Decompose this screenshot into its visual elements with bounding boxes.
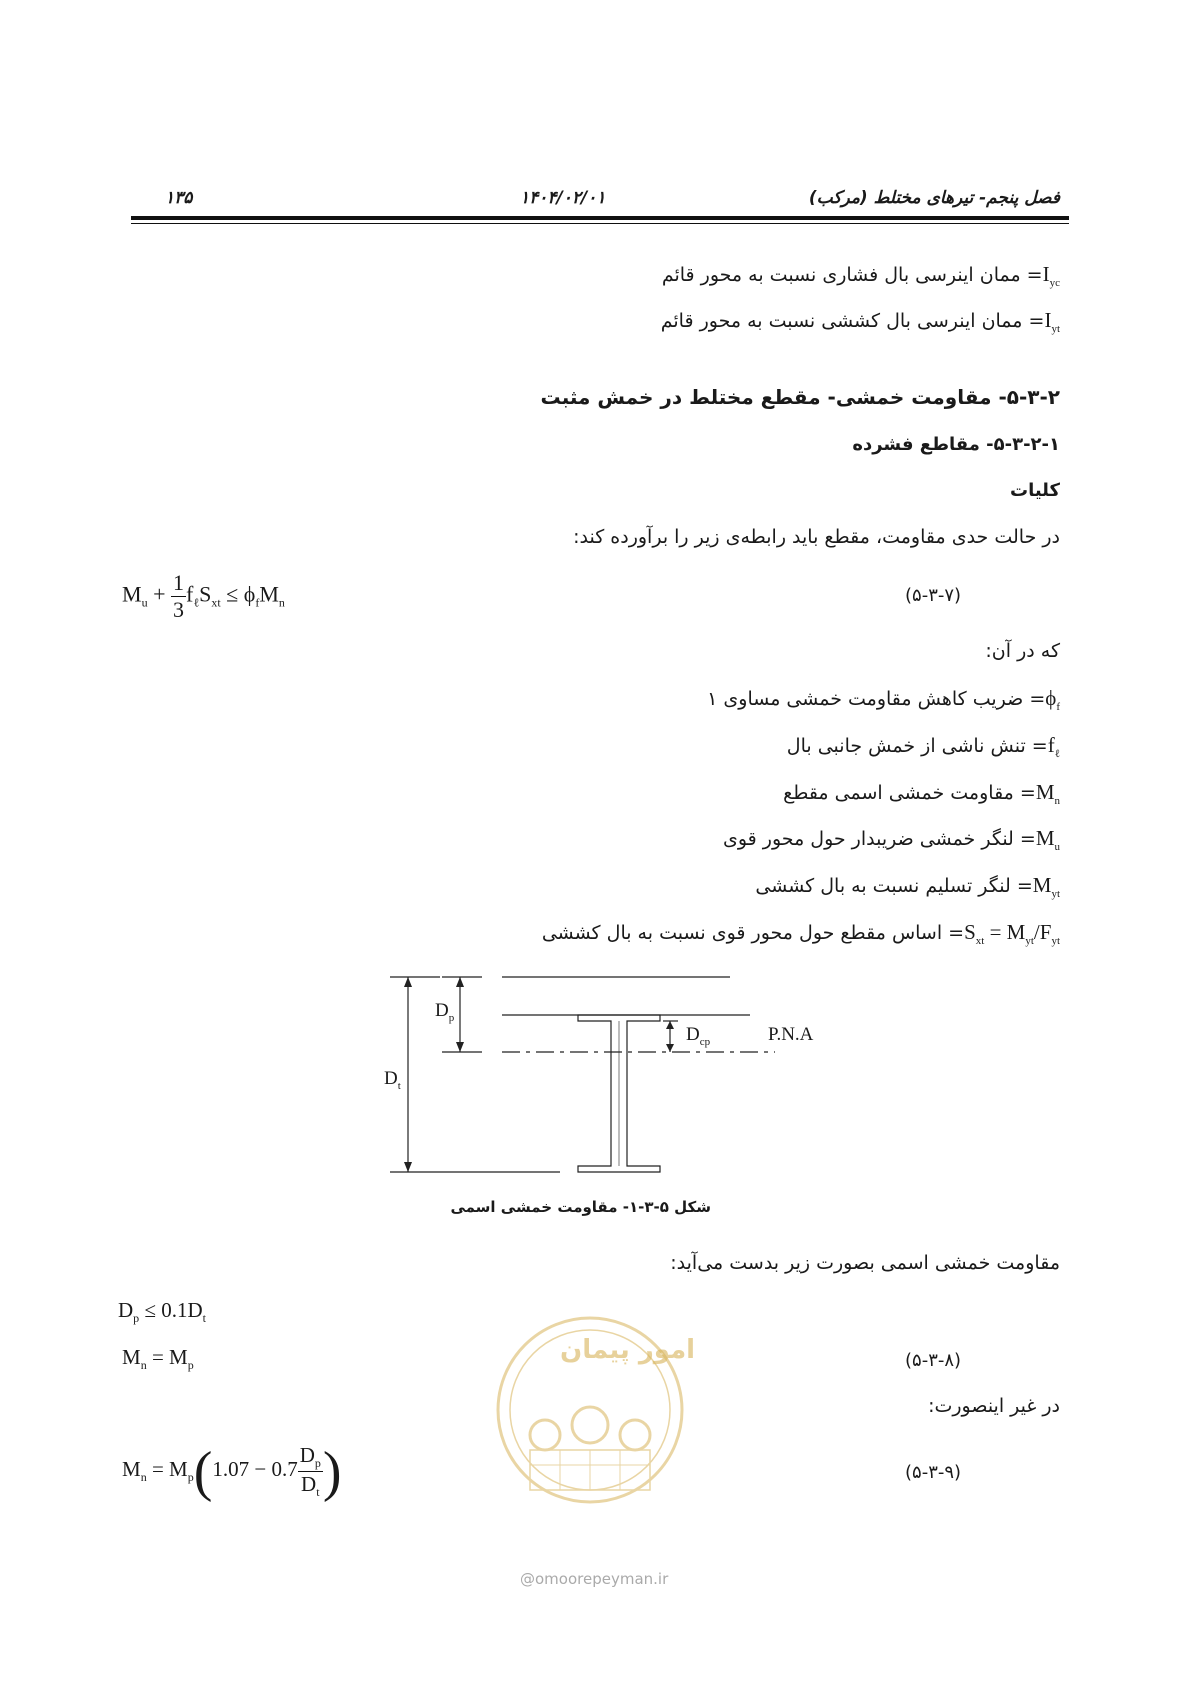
- watermark-url: @omoorepeyman.ir: [520, 1570, 669, 1588]
- equation-8-condition: $D_p \le 0.1D_t$: [118, 1298, 206, 1325]
- label-dp: $D_p$: [435, 1000, 455, 1024]
- general-title: کلیات: [1009, 480, 1060, 501]
- equation-7: $M_u$ + $\frac{1}{3}$ $f_\ell S_{xt} \le \phi_fM_n$: [122, 570, 285, 622]
- figure-caption: شکل ۵-۳-۱- مقاومت خمشی اسمی: [450, 1198, 711, 1216]
- label-pna: P.N.A: [768, 1024, 814, 1045]
- header-date: ۱۴۰۴/۰۲/۰۱: [520, 188, 606, 208]
- definition-mu: $M_u=$ لنگر خمشی ضریبدار حول محور قوی: [723, 826, 1060, 853]
- chapter-header: فصل پنجم- تیرهای مختلط (مرکب): [808, 188, 1060, 208]
- subsection-title: ۵-۳-۲-۱- مقاطع فشرده: [852, 434, 1060, 455]
- definition-myt: $M_{yt}=$ لنگر تسلیم نسبت به بال کششی: [755, 873, 1060, 900]
- page-number: ۱۳۵: [165, 188, 193, 208]
- definition-iyc: $I_{yc}=$ ممان اینرسی بال فشاری نسبت به محور قائم: [661, 262, 1060, 289]
- equation-9: $M_n = M_p(1.07 - 0.7$ $\frac{D_p}{D_t}$ ): [122, 1441, 342, 1503]
- definition-f-l: $f_\ell=$ تنش ناشی از خمش جانبی بال: [786, 733, 1060, 760]
- label-dcp: $D_{cp}$: [686, 1024, 711, 1048]
- watermark-logo-text: امور پیمان: [560, 1335, 696, 1365]
- label-dt: $D_t$: [384, 1068, 401, 1092]
- definition-sxt: $S_{xt} = M_{yt}/F_{yt}=$ اساس مقطع حول محور قوی نسبت به بال کششی: [541, 920, 1060, 947]
- definition-iyt: $I_{yt}=$ ممان اینرسی بال کششی نسبت به محور قائم: [660, 308, 1060, 335]
- nominal-text: مقاومت خمشی اسمی بصورت زیر بدست می‌آید:: [670, 1252, 1060, 1274]
- where-text: که در آن:: [985, 640, 1060, 662]
- otherwise-text: در غیر اینصورت:: [928, 1395, 1060, 1417]
- intro-text: در حالت حدی مقاومت، مقطع باید رابطه‌ی زیر را برآورده کند:: [573, 526, 1060, 548]
- header-rule-thin: [131, 223, 1069, 224]
- equation-7-number: (۵-۳-۷): [905, 585, 962, 606]
- header-rule-thick: [131, 216, 1069, 220]
- equation-8: $M_n = M_p$: [122, 1345, 194, 1372]
- definition-phi-f: $\phi_f=$ ضریب کاهش مقاومت خمشی مساوی ۱: [707, 686, 1060, 713]
- equation-8-number: (۵-۳-۸): [905, 1350, 962, 1371]
- equation-9-number: (۵-۳-۹): [905, 1462, 962, 1483]
- section-title: ۵-۳-۲- مقاومت خمشی- مقطع مختلط در خمش مثبت: [540, 385, 1060, 409]
- definition-mn: $M_n=$ مقاومت خمشی اسمی مقطع: [783, 780, 1060, 807]
